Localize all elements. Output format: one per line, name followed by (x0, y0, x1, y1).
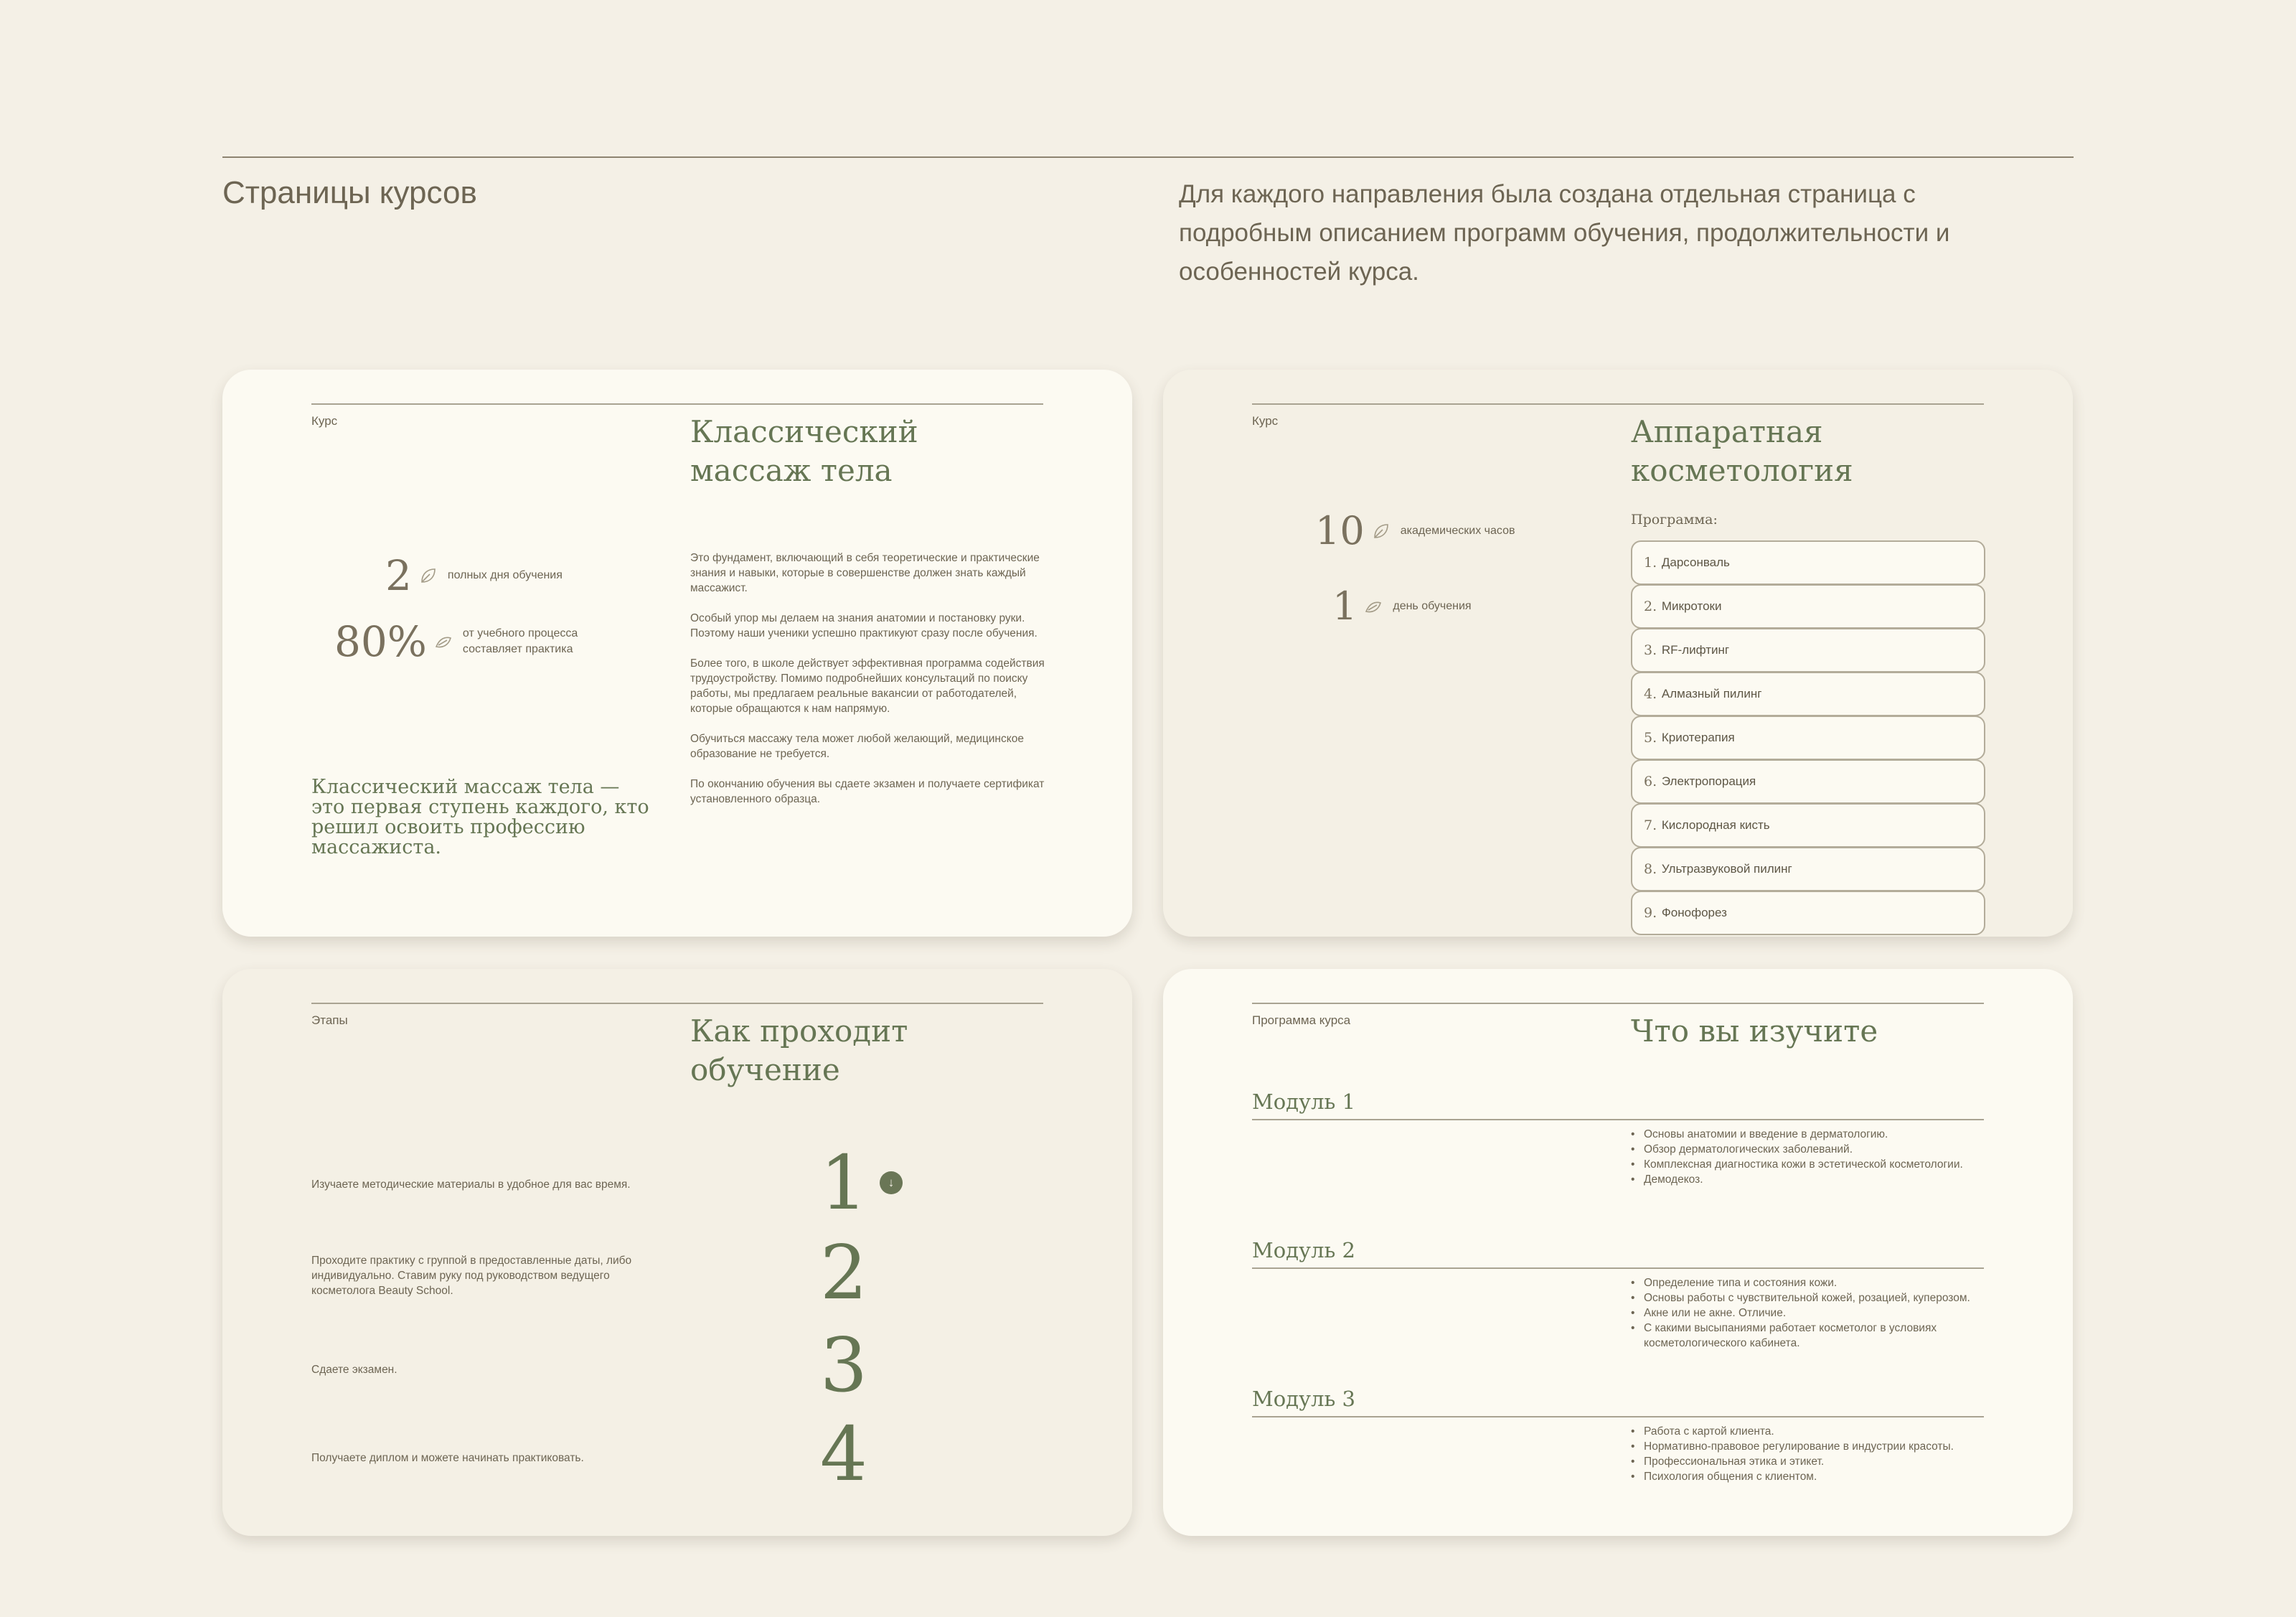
leaf-icon (434, 632, 453, 651)
step-number: 1 (819, 1139, 868, 1227)
list-item: • Демодекоз. (1631, 1172, 1990, 1187)
list-item: • Нормативно-правовое регулирование в индустрии красоты. (1631, 1439, 1990, 1454)
module-title: Модуль 3 (1252, 1387, 1355, 1411)
stat-practice (334, 617, 606, 666)
module-title: Модуль 2 (1252, 1238, 1355, 1262)
card-rule (1252, 403, 1984, 405)
list-item: • Основы работы с чувствительной кожей, розацией, куперозом. (1631, 1290, 1990, 1306)
program-item[interactable]: 8. Ультразвуковой пилинг (1631, 847, 1985, 891)
list-item: • Определение типа и состояния кожи. (1631, 1275, 1990, 1290)
list-item: • Профессиональная этика и этикет. (1631, 1454, 1990, 1469)
leaf-icon (419, 566, 438, 585)
step-number: 4 (819, 1410, 868, 1498)
course-description (690, 550, 1049, 822)
list-item: • Основы анатомии и введение в дерматологию. (1631, 1127, 1990, 1142)
module-topics (1631, 1275, 1990, 1351)
section-divider (222, 156, 2074, 158)
stat-value: 2 (385, 551, 412, 600)
card-title: Как проходит обучение (690, 1013, 908, 1087)
course-card-cosmetology[interactable] (1163, 370, 2073, 937)
program-item[interactable]: 4. Алмазный пилинг (1631, 672, 1985, 716)
page-description: Для каждого направления была создана отдельная страница с подробным описанием программ обучения, продолжительности и особенностей курса. (1179, 180, 1950, 286)
step-text: Получаете диплом и можете начинать практиковать. (311, 1452, 584, 1464)
module-rule (1252, 1267, 1984, 1269)
list-item: • С какими высыпаниями работает косметолог в условиях косметологического кабинета. (1631, 1321, 1990, 1351)
course-quote: Классический массаж тела — это первая ступень каждого, кто решил освоить профессию массажиста. (311, 776, 649, 858)
program-item[interactable]: 6. Электропорация (1631, 759, 1985, 804)
module-title: Модуль 1 (1252, 1089, 1355, 1114)
step-number: 3 (819, 1321, 868, 1409)
card-rule (311, 1003, 1043, 1004)
step-text: Сдаете экзамен. (311, 1364, 397, 1376)
module-topics (1631, 1424, 1990, 1484)
program-list (1631, 540, 1985, 934)
paragraph: Более того, в школе действует эффективная программа содействия трудоустройству. Помимо подробнейших консультаций по поиску работы, мы предлагаем реальные вакансии от работодателей, которые обращаются к нам напрямую. (690, 657, 1045, 715)
card-title: Что вы изучите (1631, 1013, 1878, 1049)
stat-value: 10 (1315, 508, 1365, 553)
paragraph: По окончанию обучения вы сдаете экзамен и получаете сертификат установленного образца. (690, 778, 1045, 805)
program-item[interactable]: 5. Криотерапия (1631, 716, 1985, 760)
stat-label: от учебного процесса составляет практика (462, 627, 578, 655)
list-item: • Комплексная диагностика кожи в эстетической косметологии. (1631, 1157, 1990, 1172)
paragraph: Особый упор мы делаем на знания анатомии и постановку руки. Поэтому наши ученики успешно практикуют сразу после обучения. (690, 612, 1038, 639)
leaf-icon (1364, 597, 1383, 616)
card-eyebrow: Программа курса (1252, 1013, 1351, 1027)
program-item[interactable]: 9. Фонофорез (1631, 891, 1985, 935)
program-label: Программа: (1631, 512, 1718, 528)
stat-days (1332, 583, 1472, 629)
list-item: • Психология общения с клиентом. (1631, 1469, 1990, 1484)
stat-label: полных дня обучения (447, 569, 563, 581)
list-item: • Обзор дерматологических заболеваний. (1631, 1142, 1990, 1157)
card-title: Аппаратная косметология (1631, 414, 1853, 488)
program-item[interactable]: 3. RF-лифтинг (1631, 628, 1985, 672)
step-text: Изучаете методические материалы в удобное для вас время. (311, 1178, 631, 1191)
list-item: • Акне или не акне. Отличие. (1631, 1306, 1990, 1321)
step-number: 2 (819, 1229, 868, 1316)
paragraph: Это фундамент, включающий в себя теоретические и практические знания и навыки, которые в совершенстве должен знать каждый массажист. (690, 552, 1040, 594)
step-text: Проходите практику с группой в предоставленные даты, либо индивидуально. Ставим руку под руководством ведущего косметолога Beauty School. (311, 1255, 632, 1297)
course-card-steps[interactable] (222, 969, 1132, 1536)
arrow-down-icon[interactable]: ↓ (880, 1171, 903, 1194)
course-card-massage[interactable] (222, 370, 1132, 937)
leaf-icon (1372, 522, 1391, 540)
module-rule (1252, 1119, 1984, 1120)
card-rule (1252, 1003, 1984, 1004)
stat-hours (1315, 508, 1515, 553)
card-rule (311, 403, 1043, 405)
module-rule (1252, 1416, 1984, 1417)
card-eyebrow: Курс (311, 414, 338, 428)
program-item[interactable]: 7. Кислородная кисть (1631, 803, 1985, 848)
stat-value: 80% (334, 617, 427, 666)
program-item[interactable]: 1. Дарсонваль (1631, 540, 1985, 585)
stat-label: день обучения (1393, 600, 1472, 612)
program-item[interactable]: 2. Микротоки (1631, 584, 1985, 629)
paragraph: Обучиться массажу тела может любой желающий, медицинское образование не требуется. (690, 733, 1024, 760)
card-title: Классический массаж тела (690, 414, 918, 488)
stat-label: академических часов (1400, 525, 1515, 537)
stat-days (385, 551, 563, 600)
card-eyebrow: Этапы (311, 1013, 348, 1027)
list-item: • Работа с картой клиента. (1631, 1424, 1990, 1439)
card-eyebrow: Курс (1252, 414, 1279, 428)
page-title: Страницы курсов (222, 175, 477, 210)
module-topics (1631, 1127, 1990, 1187)
stat-value: 1 (1332, 583, 1358, 629)
course-card-program[interactable] (1163, 969, 2073, 1536)
